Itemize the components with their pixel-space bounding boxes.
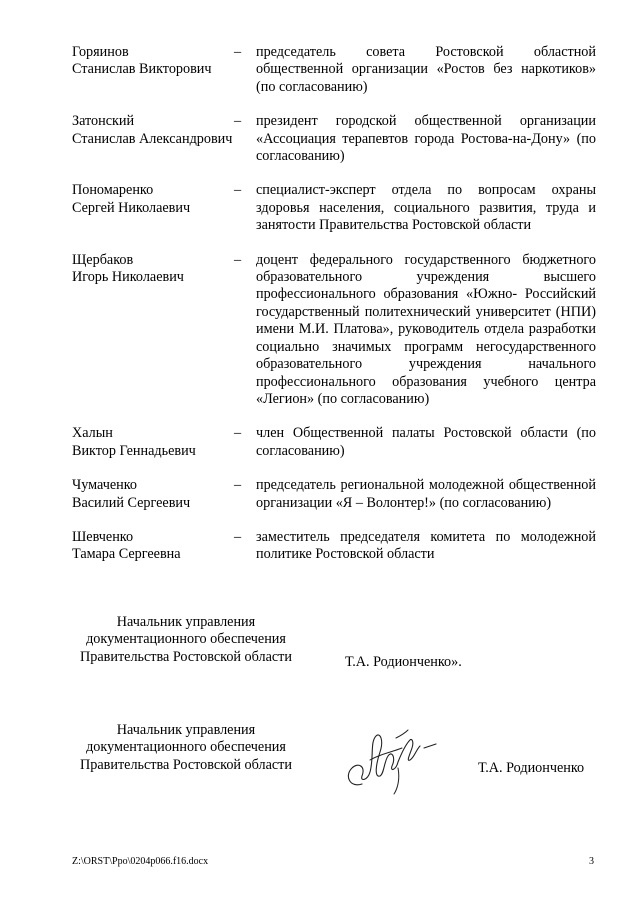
member-name — [72, 182, 234, 234]
member-name — [72, 477, 234, 512]
position-line: документационного обеспечения — [86, 739, 286, 756]
member-role-line: «Ассоциация терапевтов города Ростова-на-Дону» — [256, 130, 571, 147]
position-line: Правительства Ростовской области — [80, 756, 292, 773]
member-role-line: политике Ростовской области — [256, 546, 435, 563]
member-role — [256, 252, 596, 409]
member-role-line: доцент федерального государственного — [256, 251, 511, 268]
position-line: Правительства Ростовской области — [80, 648, 292, 665]
member-row — [72, 113, 596, 165]
member-given: Сергей Николаевич — [72, 199, 191, 216]
member-role-line: (по согласованию) — [256, 130, 596, 165]
position-line: документационного обеспечения — [86, 631, 286, 648]
member-dash: – — [234, 182, 242, 199]
signature-block-2 — [72, 722, 372, 774]
member-given: Станислав Викторович — [72, 61, 212, 78]
member-dash: – — [234, 477, 242, 494]
members-list — [72, 44, 596, 581]
position-line: Начальник управления — [116, 614, 256, 630]
member-surname: Затонский — [72, 113, 135, 130]
member-row — [72, 529, 596, 564]
member-dash: – — [234, 113, 242, 130]
page-number: 3 — [589, 856, 594, 867]
member-role-line: университет (НПИ) имени М.И. Платова», — [256, 303, 596, 338]
footer-file-path: Z:\ORST\Ppo\0204p066.f16.docx — [72, 856, 209, 867]
member-given: Тамара Сергеевна — [72, 546, 181, 563]
member-surname: Чумаченко — [72, 477, 138, 494]
member-name — [72, 529, 234, 564]
member-role — [256, 477, 596, 512]
member-role — [256, 529, 596, 564]
member-surname: Пономаренко — [72, 182, 154, 199]
member-role-line: председатель региональной молодежной — [256, 477, 505, 494]
member-dash: – — [234, 425, 242, 442]
member-role — [256, 113, 596, 165]
member-role — [256, 425, 596, 460]
signature-block-1 — [72, 614, 372, 666]
member-role-line: здоровья населения, социального развития, труда и — [256, 199, 596, 216]
member-given: Станислав Александрович — [72, 130, 233, 147]
member-role-line: (по согласованию) — [256, 425, 596, 459]
member-dash: – — [234, 528, 242, 545]
member-role-line: значимых программ негосударственного — [332, 338, 596, 355]
member-surname: Шевченко — [72, 528, 134, 545]
member-given: Василий Сергеевич — [72, 494, 191, 511]
member-role-line: общественной организации «Я – Волонтер!» — [256, 477, 596, 511]
member-surname: Горяинов — [72, 44, 129, 60]
member-name — [72, 44, 234, 96]
member-role-line: Российский государственный политехнический — [256, 286, 596, 320]
member-role-line: президент городской общественной организации — [256, 113, 596, 130]
member-row — [72, 252, 596, 409]
member-role-line: член Общественной палаты Ростовской области — [256, 425, 568, 442]
member-dash: – — [234, 44, 242, 60]
member-role-line: бюджетного образовательного учреждения высшего — [256, 251, 596, 286]
member-role-line: заместитель председателя комитета по молодежной — [256, 528, 596, 545]
member-role-line: руководитель отдела разработки социально — [256, 321, 596, 355]
member-role-line: профессионального образования учебного центра — [256, 373, 596, 390]
member-role-line: занятости Правительства Ростовской области — [256, 217, 532, 234]
member-surname: Щербаков — [72, 251, 134, 268]
member-name — [72, 252, 234, 409]
signatory-position-1 — [72, 614, 300, 666]
member-row — [72, 425, 596, 460]
member-role-line: специалист-эксперт отдела по вопросам охраны — [256, 182, 596, 199]
member-name — [72, 113, 234, 165]
member-role-line: «Легион» (по согласованию) — [256, 390, 430, 407]
signatory-name-1: Т.А. Родионченко». — [345, 654, 462, 670]
member-row — [72, 477, 596, 512]
position-line: Начальник управления — [116, 722, 256, 738]
member-role-line: общественной организации «Ростов без наркотиков» — [256, 61, 596, 78]
member-role — [256, 182, 596, 234]
member-role — [256, 44, 596, 96]
member-role-line: образовательного учреждения начального — [256, 356, 596, 373]
member-given: Виктор Геннадьевич — [72, 442, 196, 459]
member-name — [72, 425, 234, 460]
member-given: Игорь Николаевич — [72, 269, 184, 286]
signatory-position-2 — [72, 722, 300, 774]
member-row — [72, 182, 596, 234]
member-role-line: (по согласованию) — [439, 494, 552, 511]
member-role-line: профессионального образования «Южно- — [256, 286, 518, 303]
member-row — [72, 44, 596, 96]
member-role-line: председатель совета Ростовской областной — [256, 44, 596, 60]
member-role-line: (по согласованию) — [256, 78, 368, 95]
signatory-name-2: Т.А. Родионченко — [478, 760, 585, 776]
member-dash: – — [234, 251, 242, 268]
member-surname: Халын — [72, 425, 113, 442]
handwritten-signature — [340, 718, 440, 796]
